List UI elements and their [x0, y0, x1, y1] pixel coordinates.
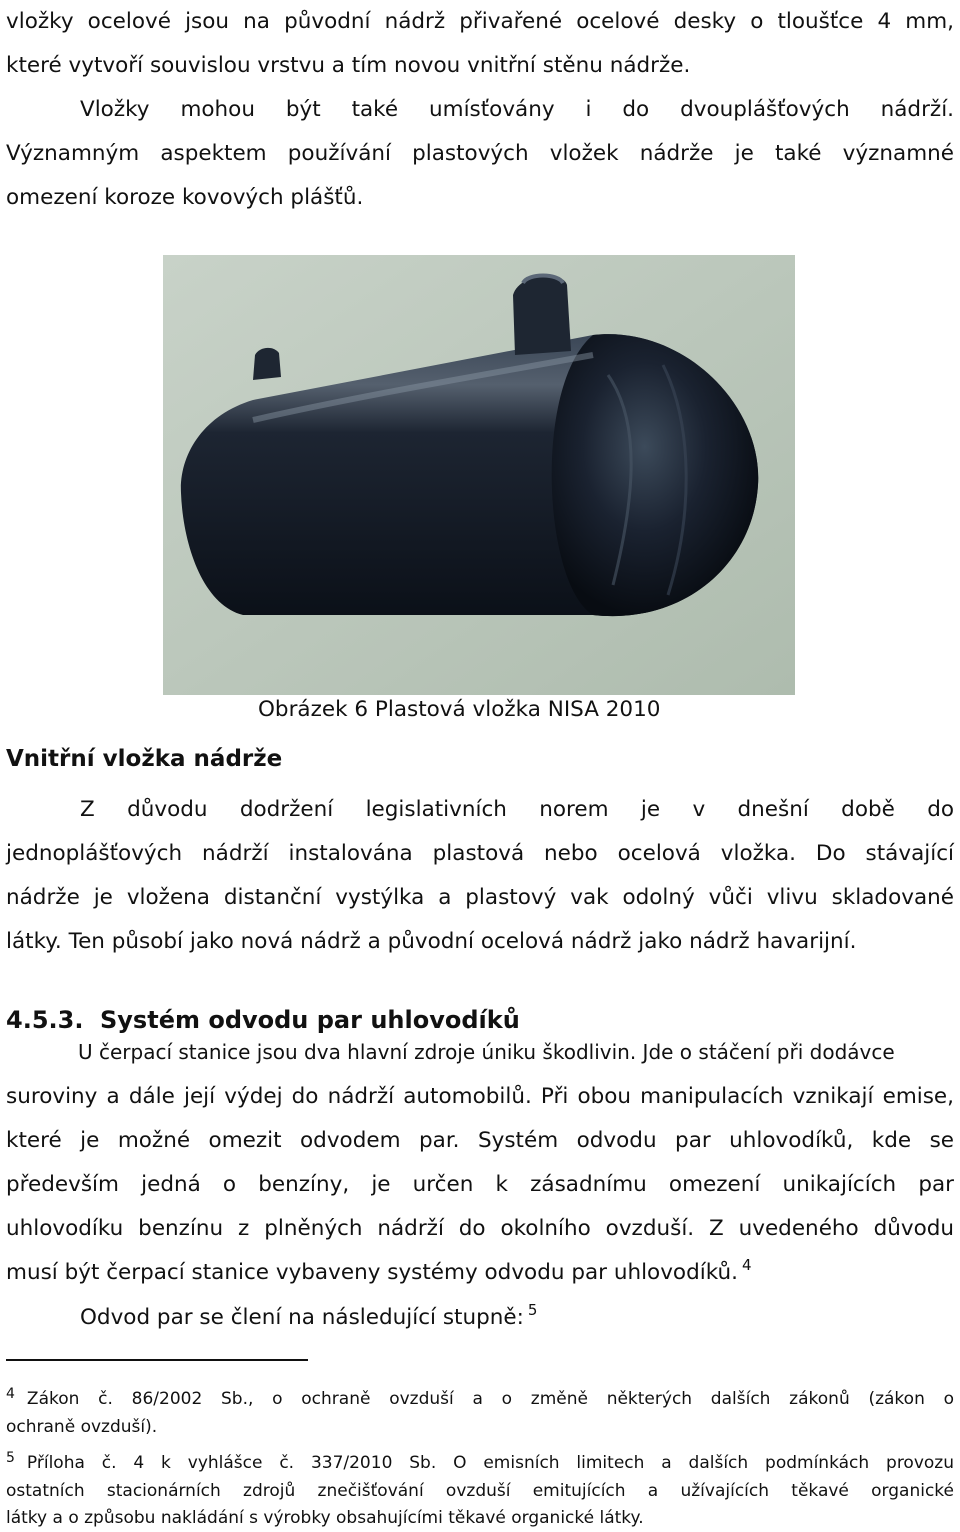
- text-line: látky a o způsobu nakládání s výrobky obsahujícími těkavé organické látky.: [6, 1508, 644, 1528]
- footnote-number: 5: [6, 1450, 15, 1466]
- text: Odvod par se člení na následující stupně:: [80, 1305, 524, 1330]
- text-line: které je možné omezit odvodem par. Systém odvodu par uhlovodíků, kde se: [6, 1128, 954, 1153]
- text: Příloha č. 4 k vyhlášce č. 337/2010 Sb. O emisních limitech a dalších podmínkách provozu: [26, 1453, 954, 1473]
- text-line: [6, 1386, 954, 1414]
- section-title: Systém odvodu par uhlovodíků: [100, 1006, 520, 1034]
- text-line: U čerpací stanice jsou dva hlavní zdroje úniku škodlivin. Jde o stáčení při dodávce: [78, 1040, 895, 1064]
- text-line: Z důvodu dodržení legislativních norem je v dnešní době do: [80, 797, 954, 822]
- footnote: [6, 1450, 954, 1532]
- text-line: jednoplášťových nádrží instalována plastová nebo ocelová vložka. Do stávající: [6, 841, 954, 866]
- text-line: suroviny a dále její výdej do nádrží automobilů. Při obou manipulacích vznikají emise,: [6, 1084, 954, 1109]
- footnote: [6, 1386, 954, 1441]
- text-line: [6, 1450, 954, 1478]
- section-number: 4.5.3.: [6, 1006, 84, 1034]
- text-line: nádrže je vložena distanční vystýlka a plastový vak odolný vůči vlivu skladované: [6, 885, 954, 910]
- text-line: [6, 1296, 954, 1341]
- footnote-divider: [6, 1359, 308, 1361]
- text-line: především jedná o benzíny, je určen k zásadnímu omezení unikajících par: [6, 1172, 954, 1197]
- intro-paragraph: [6, 0, 954, 220]
- figure-caption: Obrázek 6 Plastová vložka NISA 2010: [258, 697, 661, 722]
- text-line: vložky ocelové jsou na původní nádrž přivařené ocelové desky o tloušťce 4 mm,: [6, 9, 954, 34]
- footnote-number: 4: [6, 1386, 15, 1402]
- text-line: Vložky mohou být také umísťovány i do dvouplášťových nádrží.: [80, 97, 954, 122]
- footnote-ref[interactable]: 5: [527, 1301, 538, 1319]
- text-line: látky. Ten působí jako nová nádrž a původní ocelová nádrž jako nádrž havarijní.: [6, 929, 857, 954]
- text-line: ostatních stacionárních zdrojů znečišťování ovzduší emitujících a užívajících těkavé organické: [6, 1481, 954, 1501]
- section2-heading: [6, 1006, 520, 1034]
- text-line: uhlovodíku benzínu z plněných nádrží do okolního ovzduší. Z uvedeného důvodu: [6, 1216, 954, 1241]
- footnote-ref[interactable]: 4: [741, 1256, 752, 1274]
- text-line: omezení koroze kovových plášťů.: [6, 185, 364, 210]
- tank-liner-photo: [163, 255, 795, 695]
- section2-paragraph: [6, 1075, 954, 1341]
- section-heading: Vnitřní vložka nádrže: [6, 746, 283, 772]
- text: Zákon č. 86/2002 Sb., o ochraně ovzduší a o změně některých dalších zákonů (zákon o: [26, 1389, 954, 1409]
- text-line: ochraně ovzduší).: [6, 1417, 158, 1437]
- section1-paragraph: [6, 788, 954, 964]
- text-line: Významným aspektem používání plastových vložek nádrže je také významné: [6, 141, 954, 166]
- text: musí být čerpací stanice vybaveny systémy odvodu par uhlovodíků.: [6, 1260, 738, 1285]
- text-line: [6, 1251, 954, 1296]
- text-line: které vytvoří souvislou vrstvu a tím novou vnitřní stěnu nádrže.: [6, 53, 691, 78]
